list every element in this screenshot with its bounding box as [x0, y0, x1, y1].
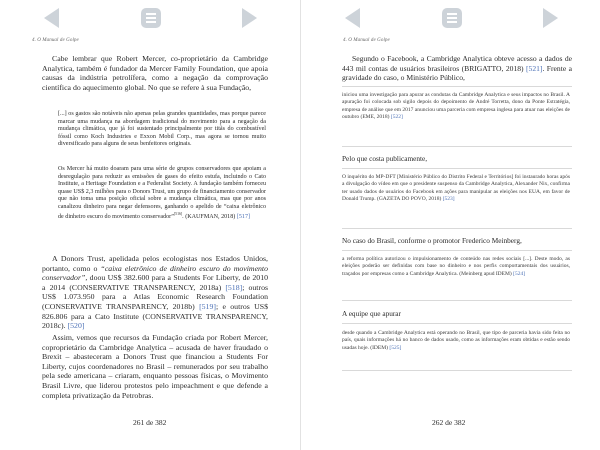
ref-517-link[interactable]: [517]: [236, 214, 251, 221]
chapter-header: 4. O Manual de Golpe: [32, 38, 79, 43]
next-page-button-right[interactable]: [543, 8, 558, 28]
divider: [342, 300, 572, 301]
divider: [342, 228, 572, 229]
menu-button-right[interactable]: [442, 8, 462, 28]
left-blockquote-1: [...] os gastos são notáveis não apenas pelas grandes quantidades, mas porque parece marcar uma mudança na abordagem tradicional do movimento para a negação da mudança climática, que já foi sustentado principalmente por titãs do combustível fóssil como Koch Industries e Exxon Mobil Corp., mas agora se tornou muito diversificado para alguns de seus benfeitores originais.: [58, 111, 266, 147]
prev-page-button[interactable]: [44, 8, 59, 28]
right-mid-3: A equipe que apurar: [342, 309, 401, 318]
right-mid-2: No caso do Brasil, conforme o promotor Frederico Meinberg,: [342, 236, 522, 245]
page-number-right: 262 de 382: [432, 418, 466, 427]
divider: [342, 86, 572, 87]
right-small-3: a reforma política autorizou o impulsionamento de conteúdo nas redes sociais [...]. Deste modo, as eleições poderão ser definidas com base no dinheiro e nos perfis comportamentais dos usuários, traçados por empresas como a Cambridge Analytica. (Meinberg apud IDEM) [524]: [342, 256, 570, 277]
next-page-button[interactable]: [242, 8, 257, 28]
arrow-right-icon: [543, 8, 558, 28]
ref-519-link[interactable]: [519]: [199, 301, 216, 311]
left-para-3: Assim, vemos que recursos da Fundação criada por Robert Mercer, coproprietário da Cambridge Analytica – acusada de haver fraudado o Brexit – abasteceram a Donors Trust que financiou a Students For Liberty, cujos coordenadores no Brasil – remunerados por seu trabalho pela sede americana – criaram, enquanto pessoas físicas, o Movimento Brasil Livre, que liderou protestos pelo impeachment e que defende a completa privatização da Petrobras.: [42, 333, 268, 400]
right-small-2: O inquérito do MP-DFT [Ministério Público do Distrito Federal e Territórios] foi instaurado horas após a divulgação do vídeo em que o presidente suspenso da Cambridge Analytica, Alexander Nix, confirma ter usado dados de usuários do Facebook em ações para manipular as eleições nos EUA, em favor de Donald Trump. (GAZETA DO POVO, 2018) [523]: [342, 174, 570, 203]
prev-page-button-right[interactable]: [345, 8, 360, 28]
page-number-left: 261 de 382: [133, 418, 167, 427]
ref-525-link[interactable]: [525]: [389, 344, 402, 351]
right-para-1: Segundo o Facebook, a Cambridge Analytica obteve acesso a dados de 443 mil contas de usuários brasileiros (BRIGATTO, 2018) [521]. Frente a gravidade do caso, o Ministério Público,: [342, 54, 572, 82]
chapter-header-right: 4. O Manual de Golpe: [343, 38, 390, 43]
ref-524-link[interactable]: [524]: [513, 270, 526, 277]
left-blockquote-2: Os Mercer há muito doaram para uma série de grupos conservadores que apoiam a desregulação para reduzir as emissões de gases do efeito estufa, incluindo o Cato Institute, a Heritage Foundation e a Federalist Society. A fundação também forneceu quase US$ 2,3 milhões para o Donors Trust, um grupo de financiamento conservador que não toma uma posição oficial sobre a mudança climática, mas que por anos canalizou dinheiro para negar defensores, ganhando o apelido de “caixa eletrônico de dinheiro escuro do movimento conservador”[516]. (KAUFMAN, 2018) [517]: [58, 166, 266, 221]
divider: [342, 370, 572, 371]
right-small-1: iniciou uma investigação para apurar as condutas da Cambridge Analytica e seus impactos no Brasil. A apuração foi colocada sob sigilo depois do depoimento de André Torretta, dono da Ponte Estratégia, empresa de análise que em 2017 anunciou uma parceria com empresa inglesa para atuar nas eleições de outubro (EME, 2018) [522]: [342, 92, 570, 121]
divider: [342, 146, 572, 147]
arrow-left-icon: [345, 8, 360, 28]
footnote-516[interactable]: [516]: [173, 212, 183, 216]
ref-518-link[interactable]: [518]: [225, 282, 243, 292]
menu-icon: [447, 13, 457, 15]
ref-522-link[interactable]: [522]: [390, 114, 403, 121]
right-mid-1: Pelo que costa publicamente,: [342, 154, 428, 163]
arrow-right-icon: [242, 8, 257, 28]
menu-icon: [146, 13, 156, 15]
right-small-4: desde quando a Cambridge Analytica está operando no Brasil, que tipo de parceria havia sido feita no país, quais informações há no banco de dados usado, como as informações eram obtidas e estão sendo usadas hoje. (IDEM) [525]: [342, 330, 570, 351]
divider: [342, 168, 572, 169]
left-para-2: A Donors Trust, apelidada pelos ecologistas nos Estados Unidos, portanto, como o “caixa eletrônico de dinheiro escuro do movimento conservador”, doou US$ 382.600 para a Students For Liberty, de 2010 a 2014 (CONSERVATIVE TRANSPARENCY, 2018a) [518]; outros US$ 1.073.950 para a Atlas Economic Research Foundation (CONSERVATIVE TRANSPARENCY, 2018b) [519]; e outros US$ 826.806 para a Cato Institute (CONSERVATIVE TRANSPARENCY, 2018c). [520]: [42, 254, 268, 331]
ref-523-link[interactable]: [523]: [442, 196, 455, 203]
menu-button[interactable]: [141, 8, 161, 28]
ref-520-link[interactable]: [520]: [67, 321, 85, 331]
arrow-left-icon: [44, 8, 59, 28]
divider: [342, 250, 572, 251]
left-para-1: Cabe lembrar que Robert Mercer, co-proprietário da Cambridge Analytica, também é fundador da Mercer Family Foundation, que apoia causas da indústria petrolífera, como a negação da comprovação científica do aquecimento global. No que se refere à sua Fundação,: [42, 54, 268, 92]
ref-521-link[interactable]: [521]: [526, 63, 543, 73]
divider: [342, 323, 572, 324]
